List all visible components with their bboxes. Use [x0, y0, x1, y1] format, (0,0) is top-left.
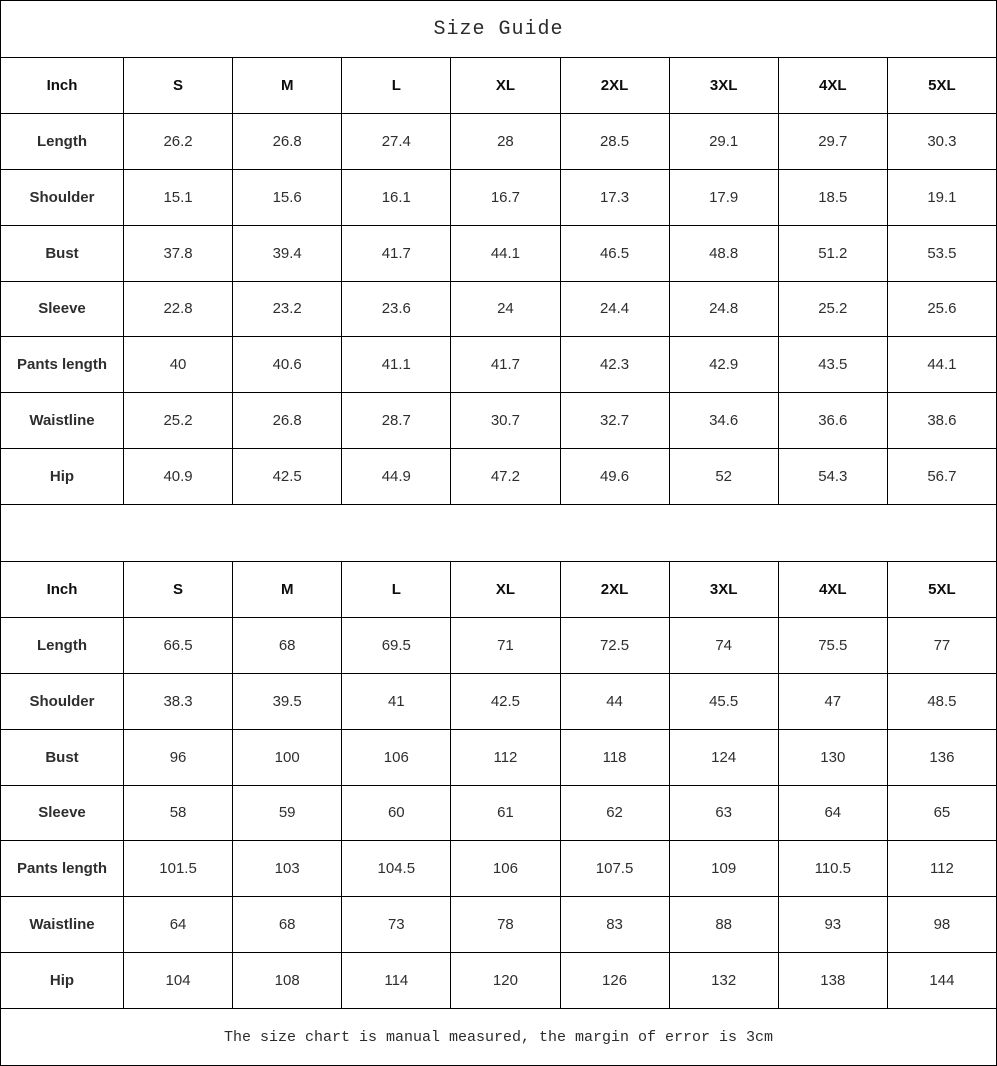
- measurement-value: 66.5: [124, 617, 233, 673]
- measurement-value: 71: [451, 617, 560, 673]
- size-header-row: [1, 58, 997, 114]
- measurement-row: [1, 113, 997, 169]
- measurement-label: Length: [1, 113, 124, 169]
- title-row: [1, 1, 997, 58]
- measurement-value: 29.1: [669, 113, 778, 169]
- measurement-value: 28.5: [560, 113, 669, 169]
- measurement-value: 100: [233, 729, 342, 785]
- measurement-row: [1, 897, 997, 953]
- measurement-value: 22.8: [124, 281, 233, 337]
- measurement-value: 65: [887, 785, 996, 841]
- measurement-label: Hip: [1, 953, 124, 1009]
- measurement-value: 44.1: [887, 337, 996, 393]
- measurement-value: 60: [342, 785, 451, 841]
- measurement-value: 16.7: [451, 169, 560, 225]
- measurement-value: 41.7: [342, 225, 451, 281]
- measurement-value: 25.6: [887, 281, 996, 337]
- measurement-label: Bust: [1, 225, 124, 281]
- size-header: 3XL: [669, 58, 778, 114]
- measurement-row: [1, 785, 997, 841]
- measurement-value: 44.1: [451, 225, 560, 281]
- size-header: 5XL: [887, 562, 996, 618]
- measurement-value: 109: [669, 841, 778, 897]
- measurement-value: 48.8: [669, 225, 778, 281]
- measurement-value: 42.5: [451, 673, 560, 729]
- measurement-value: 16.1: [342, 169, 451, 225]
- unit-label: Inch: [1, 58, 124, 114]
- measurement-value: 29.7: [778, 113, 887, 169]
- size-header: S: [124, 562, 233, 618]
- measurement-value: 49.6: [560, 449, 669, 505]
- measurement-value: 136: [887, 729, 996, 785]
- footer-row: [1, 1009, 997, 1066]
- measurement-value: 36.6: [778, 393, 887, 449]
- measurement-value: 41.1: [342, 337, 451, 393]
- measurement-value: 54.3: [778, 449, 887, 505]
- measurement-value: 63: [669, 785, 778, 841]
- measurement-value: 93: [778, 897, 887, 953]
- measurement-value: 114: [342, 953, 451, 1009]
- measurement-label: Waistline: [1, 393, 124, 449]
- measurement-label: Length: [1, 617, 124, 673]
- measurement-value: 34.6: [669, 393, 778, 449]
- measurement-value: 101.5: [124, 841, 233, 897]
- measurement-value: 23.6: [342, 281, 451, 337]
- measurement-label: Pants length: [1, 337, 124, 393]
- measurement-value: 45.5: [669, 673, 778, 729]
- measurement-value: 98: [887, 897, 996, 953]
- size-header: 2XL: [560, 562, 669, 618]
- measurement-value: 61: [451, 785, 560, 841]
- size-header: XL: [451, 58, 560, 114]
- measurement-value: 144: [887, 953, 996, 1009]
- measurement-value: 42.3: [560, 337, 669, 393]
- table-spacer-row: [1, 505, 997, 562]
- measurement-value: 74: [669, 617, 778, 673]
- measurement-row: [1, 281, 997, 337]
- measurement-value: 132: [669, 953, 778, 1009]
- measurement-value: 26.2: [124, 113, 233, 169]
- measurement-value: 39.5: [233, 673, 342, 729]
- measurement-value: 28: [451, 113, 560, 169]
- size-header: M: [233, 562, 342, 618]
- measurement-value: 15.6: [233, 169, 342, 225]
- measurement-label: Bust: [1, 729, 124, 785]
- measurement-value: 26.8: [233, 113, 342, 169]
- measurement-value: 68: [233, 617, 342, 673]
- measurement-value: 24: [451, 281, 560, 337]
- measurement-value: 25.2: [124, 393, 233, 449]
- measurement-value: 17.9: [669, 169, 778, 225]
- measurement-label: Waistline: [1, 897, 124, 953]
- page-title: Size Guide: [1, 1, 997, 58]
- measurement-label: Shoulder: [1, 673, 124, 729]
- measurement-value: 112: [451, 729, 560, 785]
- measurement-value: 106: [342, 729, 451, 785]
- measurement-value: 37.8: [124, 225, 233, 281]
- size-header: 4XL: [778, 58, 887, 114]
- measurement-value: 40: [124, 337, 233, 393]
- size-header: M: [233, 58, 342, 114]
- measurement-value: 24.4: [560, 281, 669, 337]
- measurement-value: 83: [560, 897, 669, 953]
- unit-label: Inch: [1, 562, 124, 618]
- measurement-value: 44: [560, 673, 669, 729]
- measurement-value: 38.6: [887, 393, 996, 449]
- measurement-value: 52: [669, 449, 778, 505]
- measurement-value: 96: [124, 729, 233, 785]
- measurement-value: 72.5: [560, 617, 669, 673]
- measurement-value: 110.5: [778, 841, 887, 897]
- size-header: 2XL: [560, 58, 669, 114]
- measurement-value: 47: [778, 673, 887, 729]
- measurement-value: 25.2: [778, 281, 887, 337]
- measurement-row: [1, 337, 997, 393]
- size-header: L: [342, 562, 451, 618]
- measurement-value: 107.5: [560, 841, 669, 897]
- measurement-value: 78: [451, 897, 560, 953]
- measurement-value: 27.4: [342, 113, 451, 169]
- measurement-value: 40.6: [233, 337, 342, 393]
- measurement-value: 69.5: [342, 617, 451, 673]
- measurement-value: 38.3: [124, 673, 233, 729]
- measurement-row: [1, 449, 997, 505]
- measurement-value: 104: [124, 953, 233, 1009]
- measurement-value: 59: [233, 785, 342, 841]
- measurement-row: [1, 841, 997, 897]
- measurement-value: 15.1: [124, 169, 233, 225]
- measurement-value: 47.2: [451, 449, 560, 505]
- measurement-value: 88: [669, 897, 778, 953]
- measurement-value: 28.7: [342, 393, 451, 449]
- measurement-value: 41: [342, 673, 451, 729]
- measurement-label: Sleeve: [1, 281, 124, 337]
- size-header: 3XL: [669, 562, 778, 618]
- measurement-label: Sleeve: [1, 785, 124, 841]
- measurement-value: 30.3: [887, 113, 996, 169]
- measurement-value: 106: [451, 841, 560, 897]
- measurement-value: 104.5: [342, 841, 451, 897]
- footer-note: The size chart is manual measured, the margin of error is 3cm: [1, 1009, 997, 1066]
- measurement-value: 44.9: [342, 449, 451, 505]
- size-header-row: [1, 562, 997, 618]
- measurement-value: 23.2: [233, 281, 342, 337]
- measurement-value: 41.7: [451, 337, 560, 393]
- measurement-row: [1, 729, 997, 785]
- measurement-value: 130: [778, 729, 887, 785]
- measurement-value: 32.7: [560, 393, 669, 449]
- measurement-row: [1, 225, 997, 281]
- measurement-value: 124: [669, 729, 778, 785]
- measurement-value: 40.9: [124, 449, 233, 505]
- measurement-value: 120: [451, 953, 560, 1009]
- measurement-value: 43.5: [778, 337, 887, 393]
- measurement-value: 73: [342, 897, 451, 953]
- measurement-value: 77: [887, 617, 996, 673]
- measurement-value: 118: [560, 729, 669, 785]
- measurement-value: 48.5: [887, 673, 996, 729]
- measurement-value: 112: [887, 841, 996, 897]
- measurement-row: [1, 393, 997, 449]
- measurement-value: 53.5: [887, 225, 996, 281]
- size-header: XL: [451, 562, 560, 618]
- measurement-value: 126: [560, 953, 669, 1009]
- measurement-value: 58: [124, 785, 233, 841]
- measurement-label: Shoulder: [1, 169, 124, 225]
- measurement-value: 24.8: [669, 281, 778, 337]
- measurement-value: 42.9: [669, 337, 778, 393]
- measurement-value: 30.7: [451, 393, 560, 449]
- measurement-value: 26.8: [233, 393, 342, 449]
- measurement-value: 75.5: [778, 617, 887, 673]
- measurement-value: 19.1: [887, 169, 996, 225]
- measurement-value: 64: [124, 897, 233, 953]
- table-spacer: [1, 505, 997, 562]
- measurement-value: 138: [778, 953, 887, 1009]
- measurement-value: 46.5: [560, 225, 669, 281]
- measurement-value: 39.4: [233, 225, 342, 281]
- size-header: 5XL: [887, 58, 996, 114]
- measurement-value: 51.2: [778, 225, 887, 281]
- measurement-row: [1, 617, 997, 673]
- measurement-value: 17.3: [560, 169, 669, 225]
- measurement-value: 62: [560, 785, 669, 841]
- measurement-row: [1, 169, 997, 225]
- measurement-value: 108: [233, 953, 342, 1009]
- measurement-row: [1, 673, 997, 729]
- size-header: S: [124, 58, 233, 114]
- measurement-label: Hip: [1, 449, 124, 505]
- measurement-row: [1, 953, 997, 1009]
- size-header: 4XL: [778, 562, 887, 618]
- size-header: L: [342, 58, 451, 114]
- measurement-value: 18.5: [778, 169, 887, 225]
- measurement-value: 56.7: [887, 449, 996, 505]
- measurement-value: 64: [778, 785, 887, 841]
- measurement-label: Pants length: [1, 841, 124, 897]
- measurement-value: 42.5: [233, 449, 342, 505]
- measurement-value: 103: [233, 841, 342, 897]
- measurement-value: 68: [233, 897, 342, 953]
